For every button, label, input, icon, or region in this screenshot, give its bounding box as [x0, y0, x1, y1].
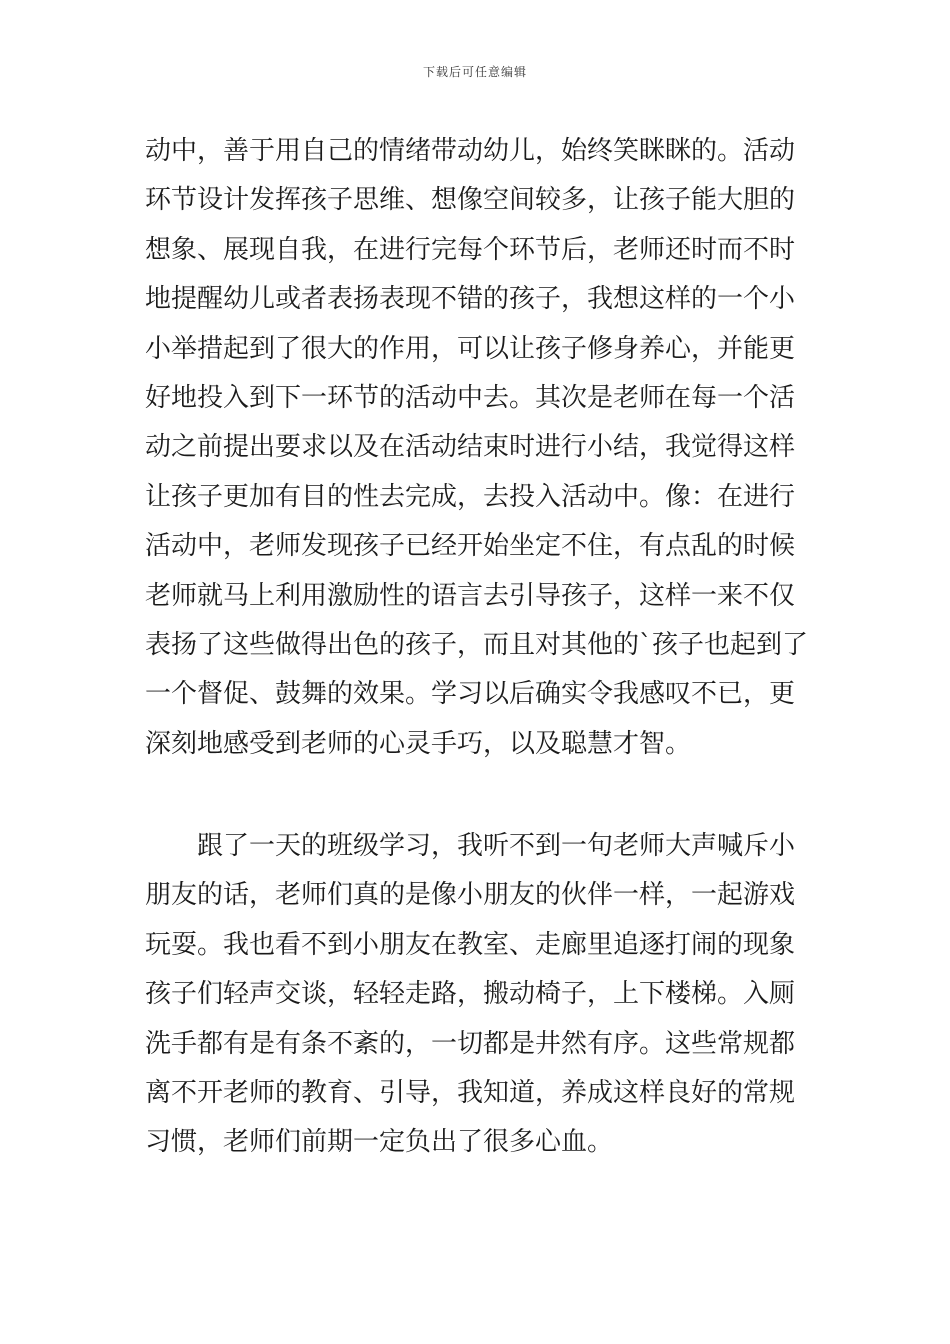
text-line: 一个督促、鼓舞的效果。学习以后确实令我感叹不已，更	[145, 679, 796, 710]
text-line: 动中，善于用自己的情绪带动幼儿，始终笑眯眯的。活动	[145, 136, 796, 166]
text-line: 地提醒幼儿或者表扬表现不错的孩子，我想这样的一个小	[145, 284, 796, 315]
paragraph-2	[145, 822, 815, 1168]
paragraph-1	[145, 127, 815, 769]
text-line: 孩子们轻声交谈，轻轻走路，搬动椅子，上下楼梯。入厕	[145, 979, 796, 1010]
text-line: 跟了一天的班级学习，我听不到一句老师大声喊斥小	[145, 831, 796, 861]
text-line: 老师就马上利用激励性的语言去引导孩子，这样一来不仅	[145, 580, 796, 611]
text-line: 离不开老师的教育、引导，我知道，养成这样良好的常规	[145, 1077, 796, 1108]
text-line: 让孩子更加有目的性去完成，去投入活动中。像：在进行	[145, 481, 796, 512]
text-line: 动之前提出要求以及在活动结束时进行小结，我觉得这样	[145, 432, 796, 463]
text-line: 玩耍。我也看不到小朋友在教室、走廊里追逐打闹的现象	[145, 929, 796, 960]
text-line: 洗手都有是有条不紊的，一切都是井然有序。这些常规都	[145, 1028, 796, 1059]
text-line: 活动中，老师发现孩子已经开始坐定不住，有点乱的时候	[145, 531, 796, 562]
page-header: 下载后可任意编辑	[422, 65, 527, 79]
text-line: 想象、展现自我，在进行完每个环节后，老师还时而不时	[145, 234, 796, 265]
text-line: 深刻地感受到老师的心灵手巧，以及聪慧才智。	[145, 728, 692, 759]
text-line: 习惯，老师们前期一定负出了很多心血。	[145, 1127, 614, 1158]
text-line: 表扬了这些做得出色的孩子，而且对其他的`孩子也起到了	[145, 629, 809, 660]
text-line: 朋友的话，老师们真的是像小朋友的伙伴一样，一起游戏	[145, 880, 796, 911]
text-line: 小举措起到了很大的作用，可以让孩子修身养心，并能更	[145, 333, 796, 364]
text-line: 好地投入到下一环节的活动中去。其次是老师在每一个活	[145, 382, 796, 413]
text-line: 环节设计发挥孩子思维、想像空间较多，让孩子能大胆的	[145, 185, 796, 216]
